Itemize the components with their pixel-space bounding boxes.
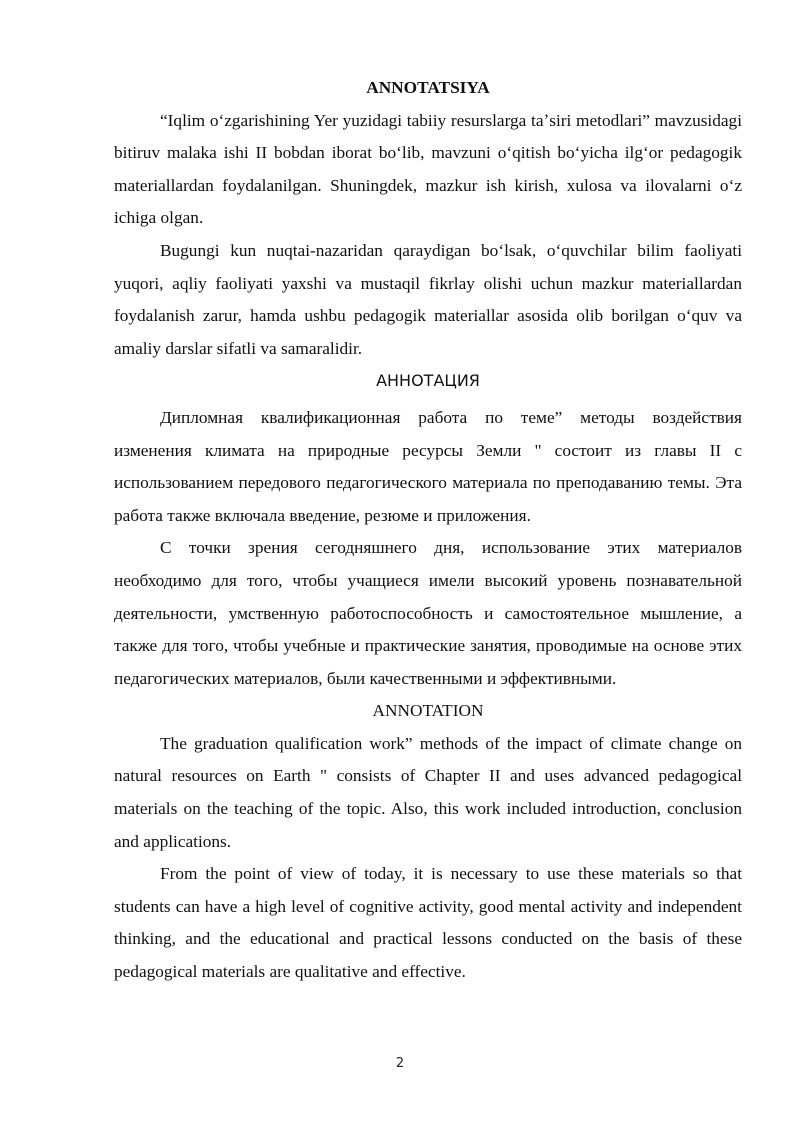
ru-paragraph-1: Дипломная квалификационная работа по теме” методы воздействия изменения климата на природные ресурсы Земли " состоит из главы II с использованием передового педагогического материала по преподаванию темы. Эта работа также включала введение, резюме и приложения. [114,407,742,525]
en-paragraph-2: From the point of view of today, it is necessary to use these materials so that students can have a high level of cognitive activity, good mental activity and independent thinking, and the educational and practical lessons conducted on the basis of these pedagogical materials are qualitative and effective. [114,864,742,982]
uz-paragraph-2: Bugungi kun nuqtai-nazaridan qaraydigan boʻlsak, oʻquvchilar bilim faoliyati yuqori, aqliy faoliyati yaxshi va mustaqil fikrlay olishi uchun mazkur materiallardan foydalanish zarur, hamda ushbu pedagogik materiallar asosida olib borilgan oʻquv va amaliy darslar sifatli va samaralidir. [114,240,742,358]
uz-annotation-heading: ANNOTATSIYA [366,78,490,97]
uz-paragraph-1: “Iqlim oʻzgarishining Yer yuzidagi tabiiy resurslarga taʼsiri metodlari” mavzusidagi bitiruv malaka ishi II bobdan iborat boʻlib, mavzuni oʻqitish boʻyicha ilgʻor pedagogik materiallardan foydalanilgan. Shuningdek, mazkur ish kirish, xulosa va ilovalarni oʻz ichiga olgan. [114,110,742,228]
page-number: 2 [395,1056,405,1071]
ru-paragraph-2: С точки зрения сегодняшнего дня, использование этих материалов необходимо для того, чтобы учащиеся имели высокий уровень познавательной деятельности, умственную работоспособность и самостоятельное мышление, а также для того, чтобы учебные и практические занятия, проводимые на основе этих педагогических материалов, были качественными и эффективными. [114,538,742,688]
en-annotation-heading: ANNOTATION [372,701,484,721]
ru-annotation-heading: АННОТАЦИЯ [376,371,480,391]
en-paragraph-1: The graduation qualification work” methods of the impact of climate change on natural resources on Earth " consists of Chapter II and uses advanced pedagogical materials on the teaching of the topic. Also, this work included introduction, conclusion and applications. [114,733,742,851]
